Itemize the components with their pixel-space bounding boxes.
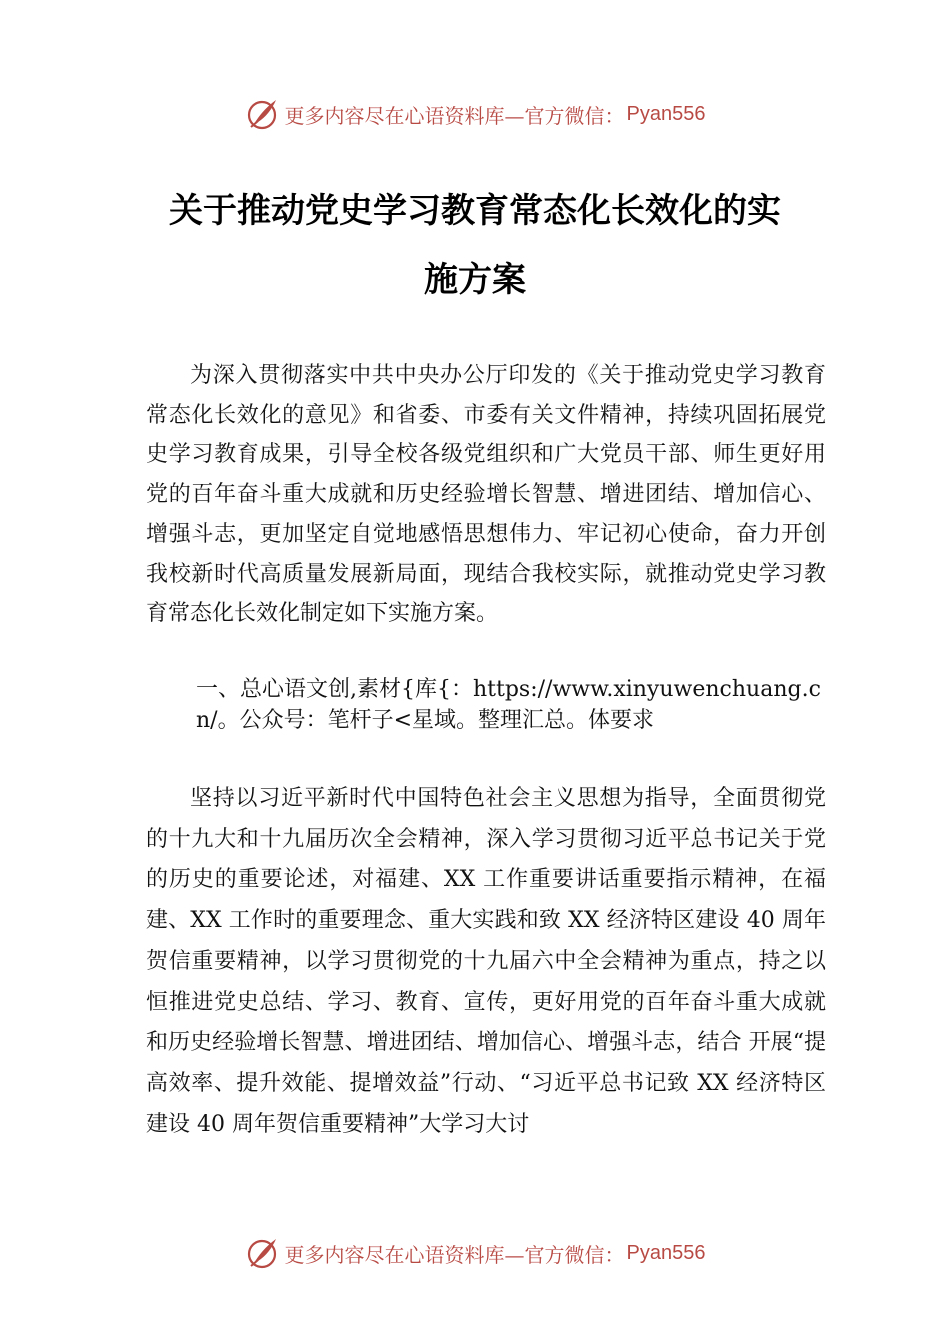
footer-watermark-banner xyxy=(0,1233,950,1273)
banner-wechat-id: Pyan556 xyxy=(626,102,706,125)
section-heading: 一、总心语文创,素材{库{：https://www.xinyuwenchuang.cn/。公众号：笔杆子<星域。整理汇总。体要求 xyxy=(196,677,821,733)
banner-text: 更多内容尽在心语资料库—官方微信： xyxy=(284,1242,625,1267)
header-watermark-banner xyxy=(0,94,950,134)
intro-paragraph: 为深入贯彻落实中共中央办公厅印发的《关于推动党史学习教育常态化长效化的意见》和省委、市委有关文件精神，持续巩固拓展党史学习教育成果，引导全校各级党组织和广大党员干部、师生更好用党的百年奋斗重大成就和历史经验增长智慧、增进团结、增加信心、增强斗志，更加坚定自觉地感悟思想伟力、牢记初心使命，奋力开创我校新时代高质量发展新局面，现结合我校实际，就推动党史学习教育常态化长效化制定如下实施方案。 xyxy=(146,363,826,627)
banner-text: 更多内容尽在心语资料库—官方微信： xyxy=(284,103,625,128)
quill-logo-icon xyxy=(245,96,281,132)
body-paragraph: 坚持以习近平新时代中国特色社会主义思想为指导，全面贯彻党的十九大和十九届历次全会精神，深入学习贯彻习近平总书记关于党的历史的重要论述，对福建、XX 工作重要讲话重要指示精神，在福建、XX 工作时的重要理念、重大实践和致 XX 经济特区建设 40 周年贺信重要精神，以学习贯彻党的十九届六中全会精神为重点，持之以恒推进党史总结、学习、教育、宣传，更好用党的百年奋斗重大成就和历史经验增长智慧、增进团结、增加信心、增强斗志，结合 开展“提高效率、提升效能、提增效益”行动、“习近平总书记致 XX 经济特区建设 40 周年贺信重要精神”大学习大讨 xyxy=(146,786,826,1137)
document-title-line1: 关于推动党史学习教育常态化长效化的实 xyxy=(169,191,781,231)
quill-logo-icon xyxy=(245,1235,281,1271)
document-title-line2: 施方案 xyxy=(424,260,526,300)
banner-wechat-id: Pyan556 xyxy=(626,1241,706,1264)
